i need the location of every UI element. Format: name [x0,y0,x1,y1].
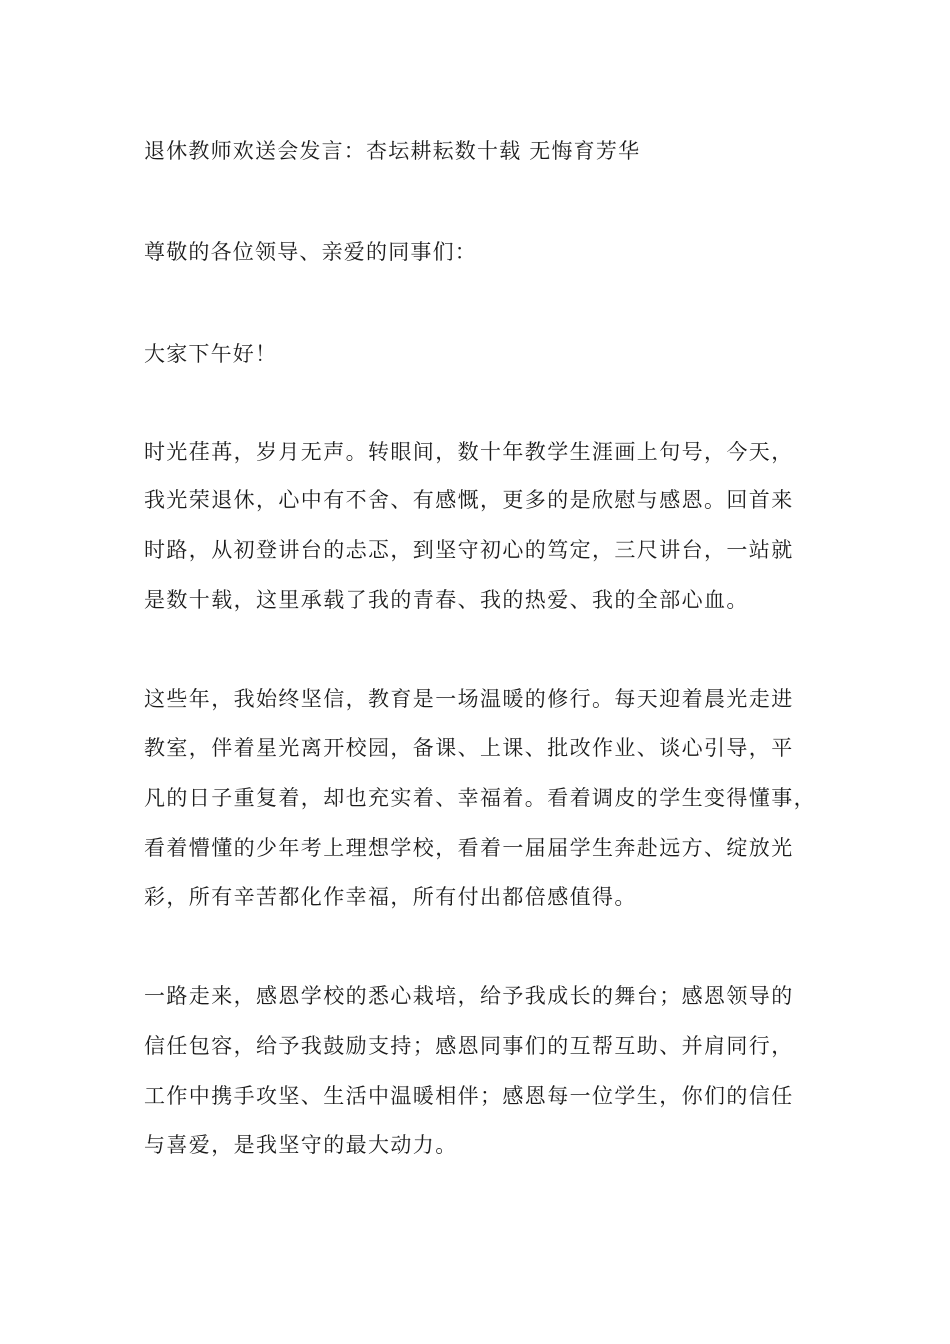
paragraph-line: 时光荏苒，岁月无声。转眼间，数十年教学生涯画上句号，今天， [144,440,794,464]
salutation: 尊敬的各位领导、亲爱的同事们： [144,240,477,264]
paragraph-line: 教室，伴着星光离开校园，备课、上课、批改作业、谈心引导，平 [144,736,794,760]
greeting: 大家下午好！ [144,342,278,366]
paragraph-line: 是数十载，这里承载了我的青春、我的热爱、我的全部心血。 [144,588,749,612]
paragraph-line: 我光荣退休，心中有不舍、有感慨，更多的是欣慰与感恩。回首来 [144,488,794,512]
document-title: 退休教师欢送会发言：杏坛耕耘数十载 无悔育芳华 [144,139,641,163]
paragraph-line: 这些年，我始终坚信，教育是一场温暖的修行。每天迎着晨光走进 [144,687,794,711]
paragraph-line: 与喜爱，是我坚守的最大动力。 [144,1133,458,1157]
paragraph-line: 看着懵懂的少年考上理想学校，看着一届届学生奔赴远方、绽放光 [144,836,794,860]
paragraph-line: 彩，所有辛苦都化作幸福，所有付出都倍感值得。 [144,885,637,909]
paragraph-line: 时路，从初登讲台的忐忑，到坚守初心的笃定，三尺讲台，一站就 [144,538,794,562]
paragraph-line: 一路走来，感恩学校的悉心栽培，给予我成长的舞台；感恩领导的 [144,984,794,1008]
paragraph-line: 凡的日子重复着，却也充实着、幸福着。看着调皮的学生变得懂事， [144,786,816,810]
paragraph-line: 工作中携手攻坚、生活中温暖相伴；感恩每一位学生，你们的信任 [144,1084,794,1108]
paragraph-line: 信任包容，给予我鼓励支持；感恩同事们的互帮互助、并肩同行， [144,1034,794,1058]
